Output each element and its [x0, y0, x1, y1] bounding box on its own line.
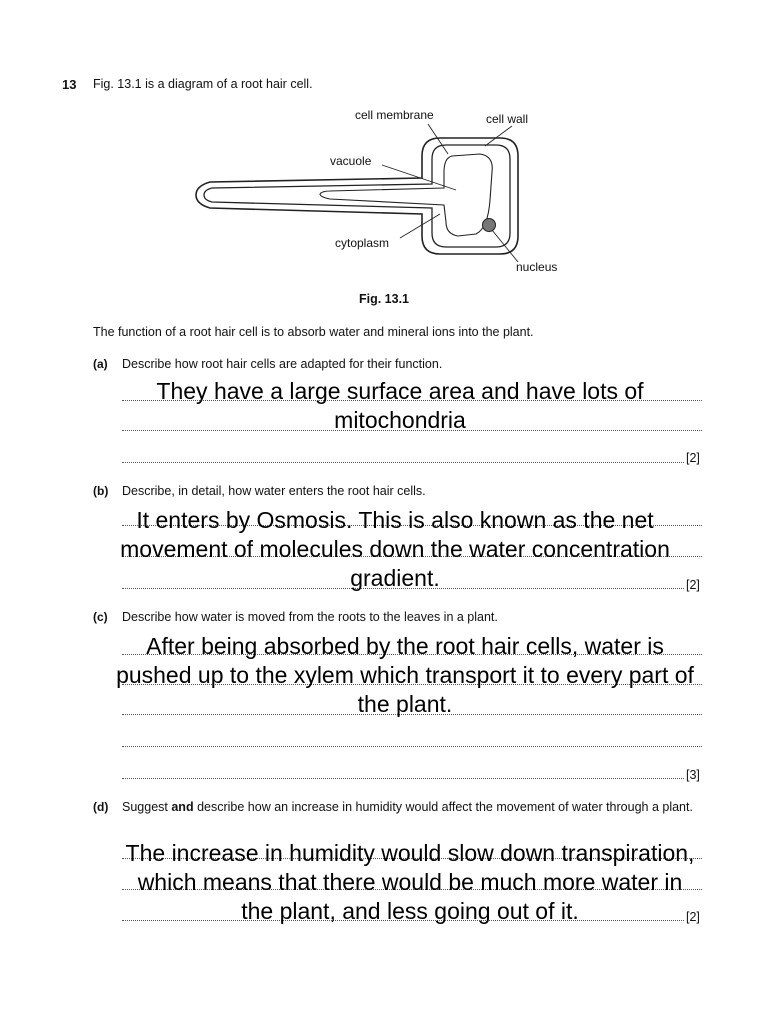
part-d-text-after: describe how an increase in humidity would affect the movement of water through a plant.: [197, 800, 693, 814]
part-d-marks: [2]: [686, 910, 700, 924]
label-nucleus: nucleus: [516, 260, 558, 274]
question-number: 13: [62, 77, 77, 92]
part-a-marks: [2]: [686, 451, 700, 465]
part-b-label: (b): [93, 484, 109, 498]
part-d-text-before: Suggest: [122, 800, 168, 814]
part-d-answer: The increase in humidity would slow down transpiration, which means that there would be much more water in the plant, and less going out of it.: [125, 840, 695, 924]
nucleus-shape: [483, 219, 496, 232]
label-vacuole: vacuole: [330, 154, 372, 168]
part-a-answer: They have a large surface area and have lots of mitochondria: [156, 378, 644, 433]
part-b-marks: [2]: [686, 578, 700, 592]
part-a-label: (a): [93, 357, 108, 371]
part-d-label: (d): [93, 800, 109, 814]
answer-line: [122, 778, 684, 779]
answer-line: [122, 462, 684, 463]
part-d-text-bold: and: [171, 800, 194, 814]
answer-line: [122, 746, 702, 747]
question-intro: Fig. 13.1 is a diagram of a root hair cell.: [93, 77, 313, 91]
part-d-question: [122, 799, 707, 815]
part-b-question: Describe, in detail, how water enters the root hair cells.: [122, 484, 426, 498]
root-hair-cell-diagram: [0, 0, 768, 300]
label-cell-wall: cell wall: [486, 112, 529, 126]
label-cell-membrane: cell membrane: [355, 108, 434, 122]
part-c-answer: After being absorbed by the root hair cells, water is pushed up to the xylem which transport it to every part of the plant.: [116, 633, 694, 717]
part-c-question: Describe how water is moved from the roots to the leaves in a plant.: [122, 610, 498, 624]
statement-text: The function of a root hair cell is to absorb water and mineral ions into the plant.: [93, 325, 534, 339]
figure-caption: Fig. 13.1: [358, 292, 410, 306]
label-cytoplasm: cytoplasm: [335, 236, 390, 250]
part-c-marks: [3]: [686, 768, 700, 782]
part-b-answer: It enters by Osmosis. This is also known as the net movement of molecules down the water concentration gradient.: [120, 507, 670, 591]
part-c-label: (c): [93, 610, 108, 624]
part-a-question: Describe how root hair cells are adapted for their function.: [122, 357, 443, 371]
